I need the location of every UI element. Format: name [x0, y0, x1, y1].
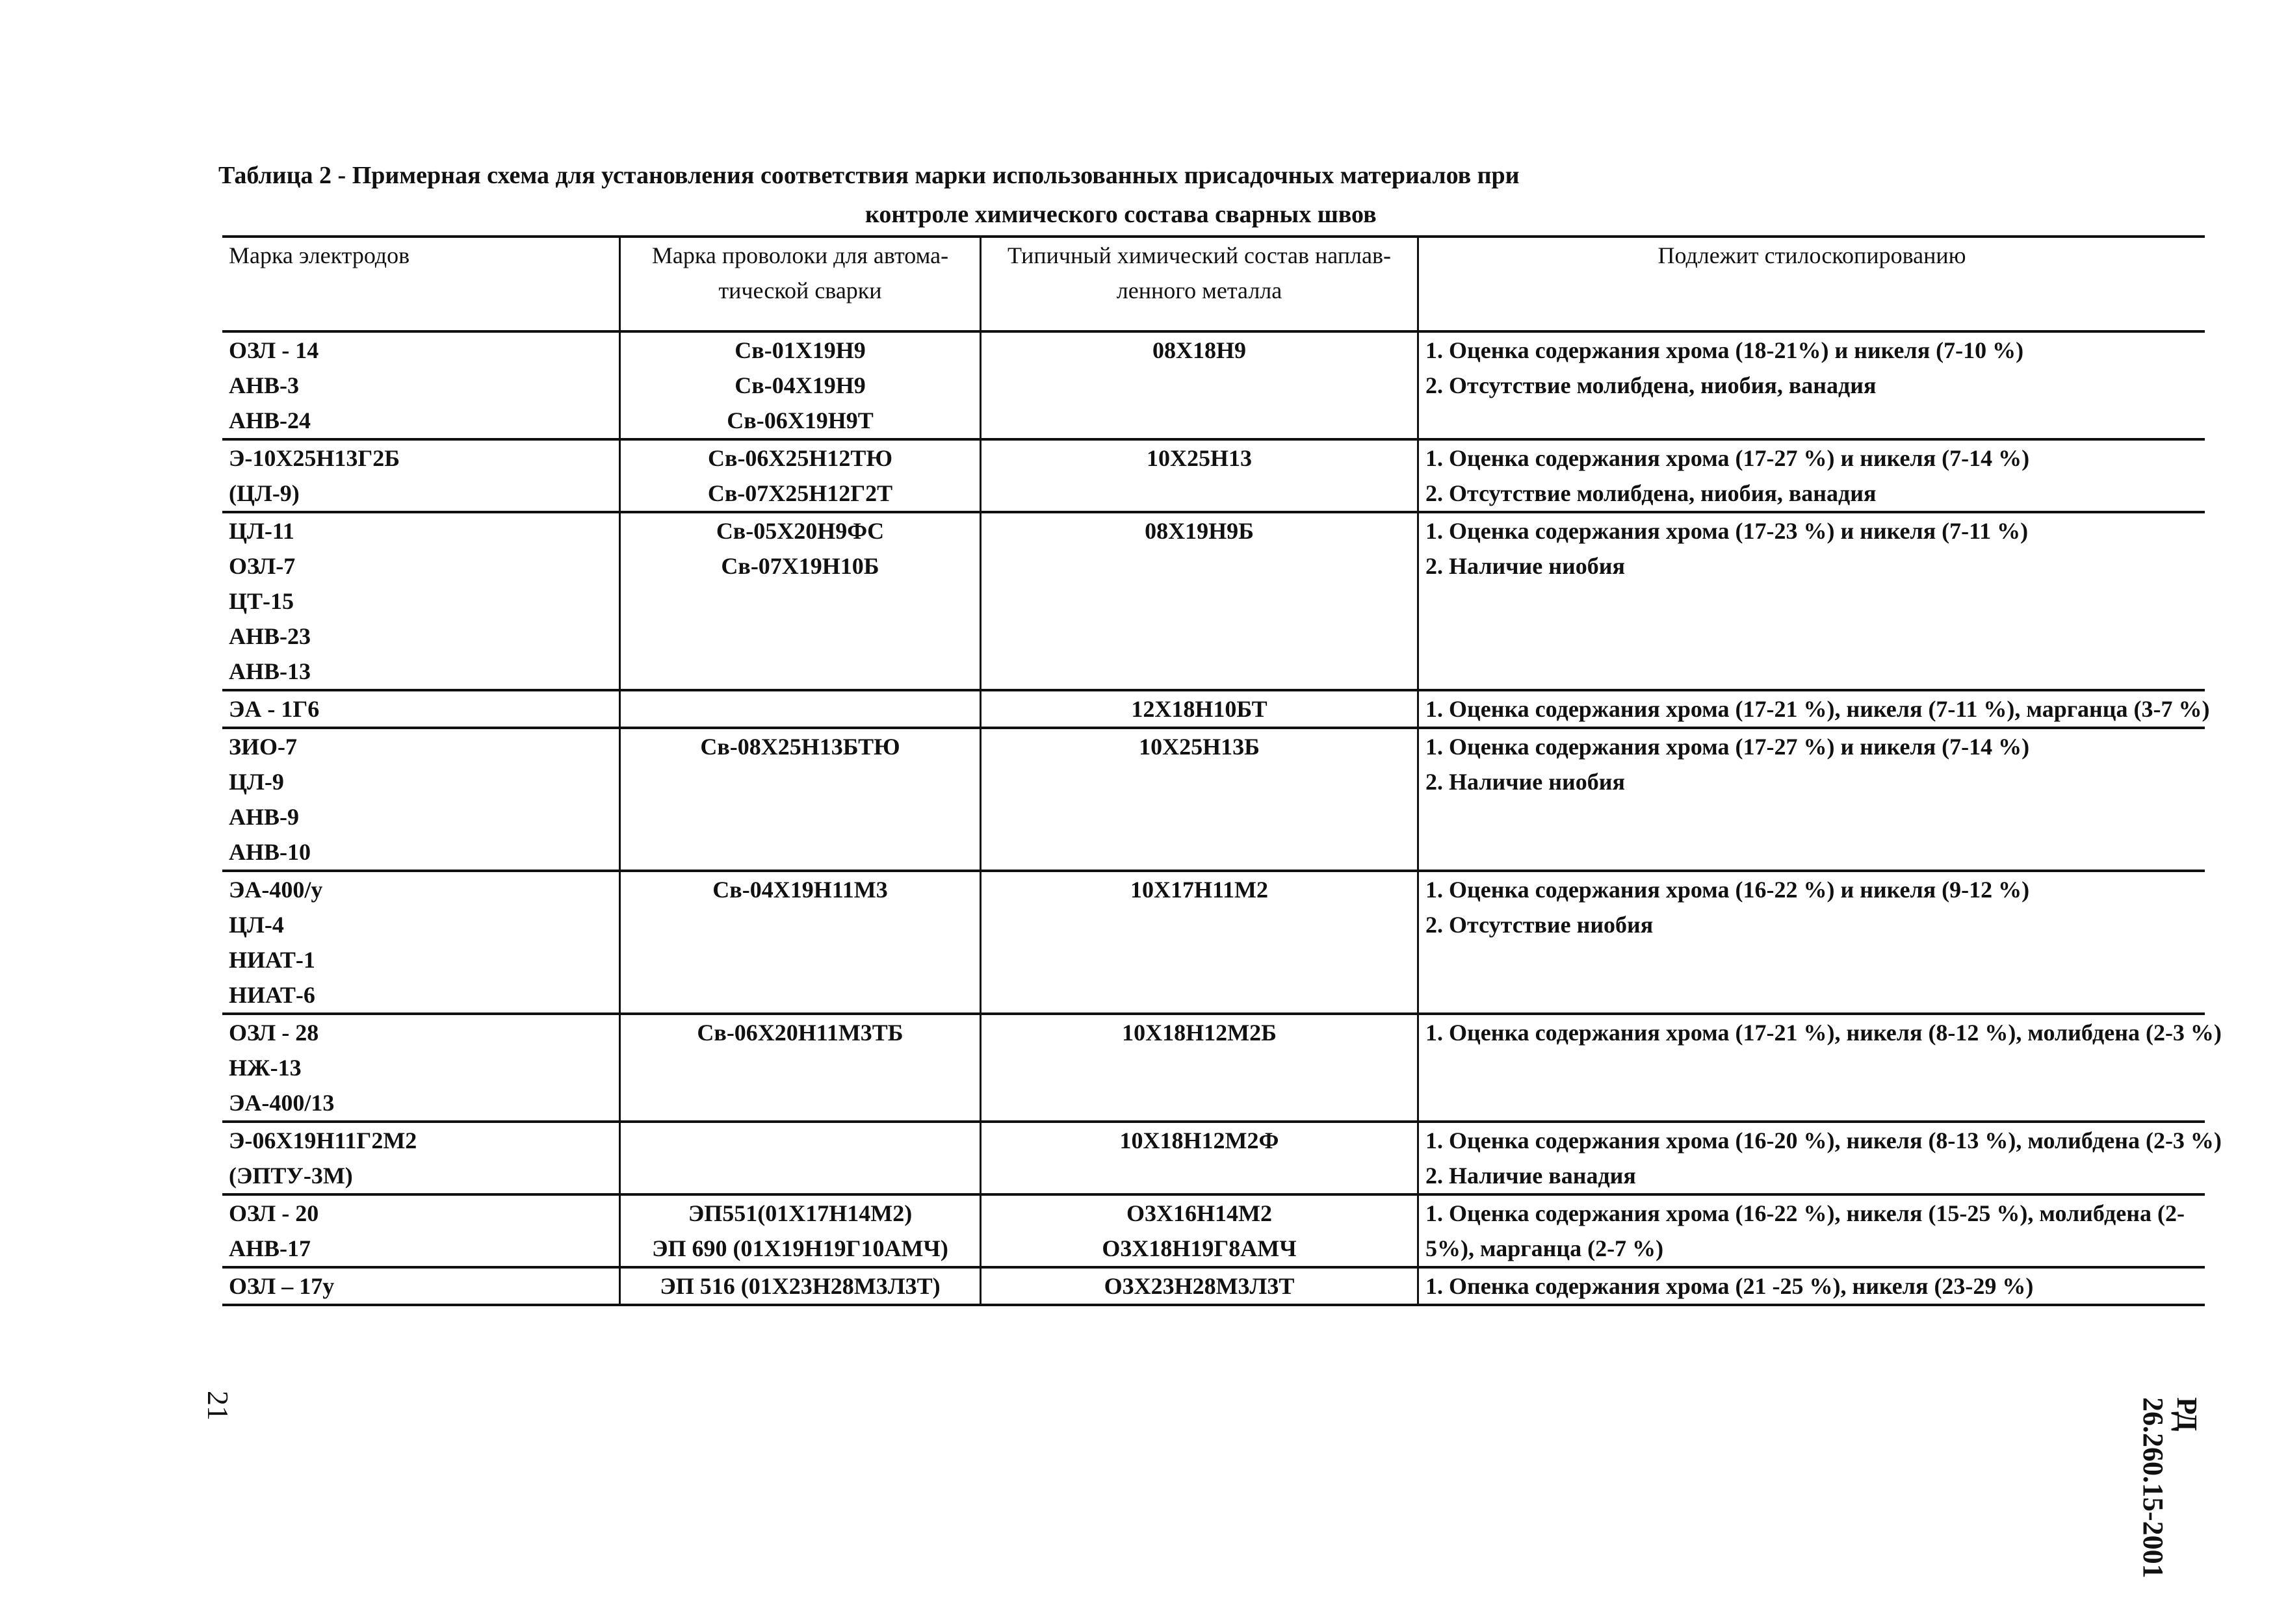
table-row	[222, 690, 2205, 728]
electrode-line: ОЗЛ - 20	[229, 1200, 319, 1226]
check-cell	[1418, 1267, 2205, 1305]
wire-cell	[620, 871, 981, 1014]
electrode-line: АНВ-3	[229, 372, 299, 398]
electrode-cell	[222, 1267, 620, 1305]
table-title-line-1: Таблица 2 - Примерная схема для установления соответствия марки использованных присадочных материалов при	[218, 162, 1520, 189]
electrode-line: (ЭПТУ-3М)	[229, 1163, 353, 1189]
wire-cell	[620, 512, 981, 690]
composition-line: 10Х17Н11М2	[1130, 877, 1268, 903]
document-code	[2136, 1397, 2204, 1579]
check-cell	[1418, 871, 2205, 1014]
electrode-cell	[222, 439, 620, 512]
check-cell	[1418, 690, 2210, 728]
data-table	[222, 235, 2222, 1306]
electrode-line: АНВ-23	[229, 623, 311, 649]
wire-cell	[620, 1014, 981, 1122]
wire-line: Св-01Х19Н9	[734, 337, 866, 363]
electrode-line: ЦЛ-11	[229, 518, 294, 544]
composition-line: 10Х25Н13	[1147, 445, 1252, 471]
check-cell	[1418, 1194, 2205, 1267]
electrode-line: АНВ-24	[229, 407, 311, 433]
wire-line: Св-06Х20Н11М3ТБ	[697, 1020, 904, 1046]
header-check: Подлежит стилоскопированию	[1418, 237, 2205, 331]
composition-cell	[981, 1194, 1418, 1267]
electrode-line: ОЗЛ - 28	[229, 1020, 319, 1046]
composition-cell	[981, 439, 1418, 512]
table-row	[222, 1194, 2205, 1267]
composition-line: 12Х18Н10БТ	[1131, 696, 1268, 722]
electrode-cell	[222, 331, 620, 439]
wire-line: ЭП551(01Х17Н14М2)	[688, 1200, 913, 1226]
header-composition-line-2: ленного металла	[1116, 277, 1282, 303]
document-code-line-1: РД	[2171, 1397, 2203, 1432]
wire-cell	[620, 1122, 981, 1194]
wire-line: ЭП 690 (01Х19Н19Г10АМЧ)	[652, 1235, 948, 1261]
header-wire-line-2: тической сварки	[718, 277, 882, 303]
electrode-cell	[222, 871, 620, 1014]
composition-line: О3Х18Н19Г8АМЧ	[1102, 1235, 1297, 1261]
composition-line: 10Х18Н12М2Б	[1122, 1020, 1277, 1046]
electrode-cell	[222, 1122, 620, 1194]
electrode-cell	[222, 1014, 620, 1122]
check-line: 1. Оценка содержания хрома (17-21 %), никеля (7-11 %), марганца (3-7 %)	[1425, 696, 2210, 722]
electrode-cell	[222, 690, 620, 728]
header-composition	[981, 237, 1418, 331]
wire-line: Св-07Х25Н12Г2Т	[707, 480, 893, 506]
wire-cell	[620, 1267, 981, 1305]
composition-cell	[981, 1267, 1418, 1305]
check-cell	[1418, 1122, 2222, 1194]
wire-line: Св-04Х19Н9	[734, 372, 866, 398]
check-cell	[1418, 728, 2205, 871]
electrode-cell	[222, 512, 620, 690]
wire-line: Св-07Х19Н10Б	[721, 553, 879, 579]
electrode-line: ЗИО-7	[229, 734, 297, 760]
composition-line: 08Х18Н9	[1152, 337, 1246, 363]
check-line: 1. Оценка содержания хрома (16-20 %), никеля (8-13 %), молибдена (2-3 %)	[1425, 1128, 2222, 1154]
table-title-line-2: контроле химического состава сварных швов	[865, 201, 1377, 228]
table-row	[222, 331, 2205, 439]
electrode-line: НЖ-13	[229, 1055, 302, 1081]
electrode-line: АНВ-9	[229, 804, 299, 830]
table-header-row	[222, 237, 2205, 331]
check-line: 1. Оценка содержания хрома (17-27 %) и никеля (7-14 %)	[1425, 445, 2030, 471]
electrode-line: Э-06Х19Н11Г2М2	[229, 1128, 417, 1154]
electrode-line: ОЗЛ – 17у	[229, 1273, 335, 1299]
table-row	[222, 512, 2205, 690]
composition-line: 08Х19Н9Б	[1145, 518, 1254, 544]
wire-line: Св-04Х19Н11М3	[712, 877, 888, 903]
check-line: 1. Оценка содержания хрома (17-27 %) и никеля (7-14 %)	[1425, 734, 2030, 760]
wire-cell	[620, 728, 981, 871]
table-body	[222, 331, 2222, 1305]
check-line: 2. Отсутствие молибдена, ниобия, ванадия	[1425, 372, 1877, 398]
header-electrodes: Марка электродов	[222, 237, 620, 331]
page-number: 21	[202, 1391, 235, 1421]
composition-cell	[981, 1122, 1418, 1194]
check-line: 5%), марганца (2-7 %)	[1425, 1235, 1664, 1261]
electrode-line: Э-10Х25Н13Г2Б	[229, 445, 400, 471]
table-row	[222, 1014, 2205, 1122]
check-line: 2. Наличие ванадия	[1425, 1163, 1636, 1189]
electrode-line: АНВ-13	[229, 658, 311, 684]
wire-line: Св-06Х25Н12ТЮ	[708, 445, 892, 471]
table-row	[222, 728, 2205, 871]
check-line: 1. Опенка содержания хрома (21 -25 %), никеля (23-29 %)	[1425, 1273, 2034, 1299]
table-row	[222, 439, 2205, 512]
electrode-line: НИАТ-1	[229, 947, 315, 973]
check-line: 2. Наличие ниобия	[1425, 553, 1625, 579]
header-wire	[620, 237, 981, 331]
composition-line: 10Х25Н13Б	[1139, 734, 1260, 760]
electrode-line: ОЗЛ-7	[229, 553, 296, 579]
electrode-line: АНВ-17	[229, 1235, 311, 1261]
composition-cell	[981, 728, 1418, 871]
check-line: 2. Наличие ниобия	[1425, 769, 1625, 795]
table-row	[222, 1122, 2205, 1194]
composition-line: 10Х18Н12М2Ф	[1119, 1128, 1279, 1154]
check-line: 1. Оценка содержания хрома (17-23 %) и никеля (7-11 %)	[1425, 518, 2029, 544]
check-line: 1. Оценка содержания хрома (16-22 %) и никеля (9-12 %)	[1425, 877, 2030, 903]
electrode-line: НИАТ-6	[229, 982, 315, 1008]
wire-cell	[620, 439, 981, 512]
composition-cell	[981, 871, 1418, 1014]
wire-line: Св-06Х19Н9Т	[727, 407, 874, 433]
check-cell	[1418, 439, 2205, 512]
composition-cell	[981, 512, 1418, 690]
electrode-line: ЭА - 1Г6	[229, 696, 320, 722]
check-line: 1. Оценка содержания хрома (18-21%) и никеля (7-10 %)	[1425, 337, 2024, 363]
header-wire-line-1: Марка проволоки для автома-	[651, 242, 949, 268]
electrode-line: ЦТ-15	[229, 588, 294, 614]
table-row	[222, 1267, 2205, 1305]
check-line: 1. Оценка содержания хрома (16-22 %), никеля (15-25 %), молибдена (2-	[1425, 1200, 2185, 1226]
check-line: 2. Отсутствие молибдена, ниобия, ванадия	[1425, 480, 1877, 506]
table-title	[218, 156, 2103, 234]
wire-line: Св-05Х20Н9ФС	[716, 518, 885, 544]
composition-cell	[981, 1014, 1418, 1122]
wire-cell	[620, 690, 981, 728]
electrode-cell	[222, 728, 620, 871]
wire-line: ЭП 516 (01Х23Н28М3Л3Т)	[660, 1273, 941, 1299]
wire-line: Св-08Х25Н13БТЮ	[700, 734, 900, 760]
electrode-line: ЦЛ-4	[229, 912, 284, 938]
check-cell	[1418, 331, 2205, 439]
document-code-line-2: 26.260.15-2001	[2137, 1397, 2169, 1579]
electrode-cell	[222, 1194, 620, 1267]
wire-cell	[620, 331, 981, 439]
check-line: 1. Оценка содержания хрома (17-21 %), никеля (8-12 %), молибдена (2-3 %)	[1425, 1020, 2222, 1046]
check-line: 2. Отсутствие ниобия	[1425, 912, 1654, 938]
header-composition-line-1: Типичный химический состав наплав-	[1008, 242, 1391, 268]
table-row	[222, 871, 2205, 1014]
electrode-line: ЭА-400/у	[229, 877, 323, 903]
composition-line: О3Х23Н28М3Л3Т	[1104, 1273, 1295, 1299]
electrode-line: ЭА-400/13	[229, 1090, 335, 1116]
electrode-line: ЦЛ-9	[229, 769, 284, 795]
electrode-line: АНВ-10	[229, 839, 311, 865]
check-cell	[1418, 512, 2205, 690]
check-cell	[1418, 1014, 2222, 1122]
composition-cell	[981, 690, 1418, 728]
electrode-line: ОЗЛ - 14	[229, 337, 319, 363]
composition-line: О3Х16Н14М2	[1126, 1200, 1272, 1226]
composition-cell	[981, 331, 1418, 439]
electrode-line: (ЦЛ-9)	[229, 480, 300, 506]
wire-cell	[620, 1194, 981, 1267]
